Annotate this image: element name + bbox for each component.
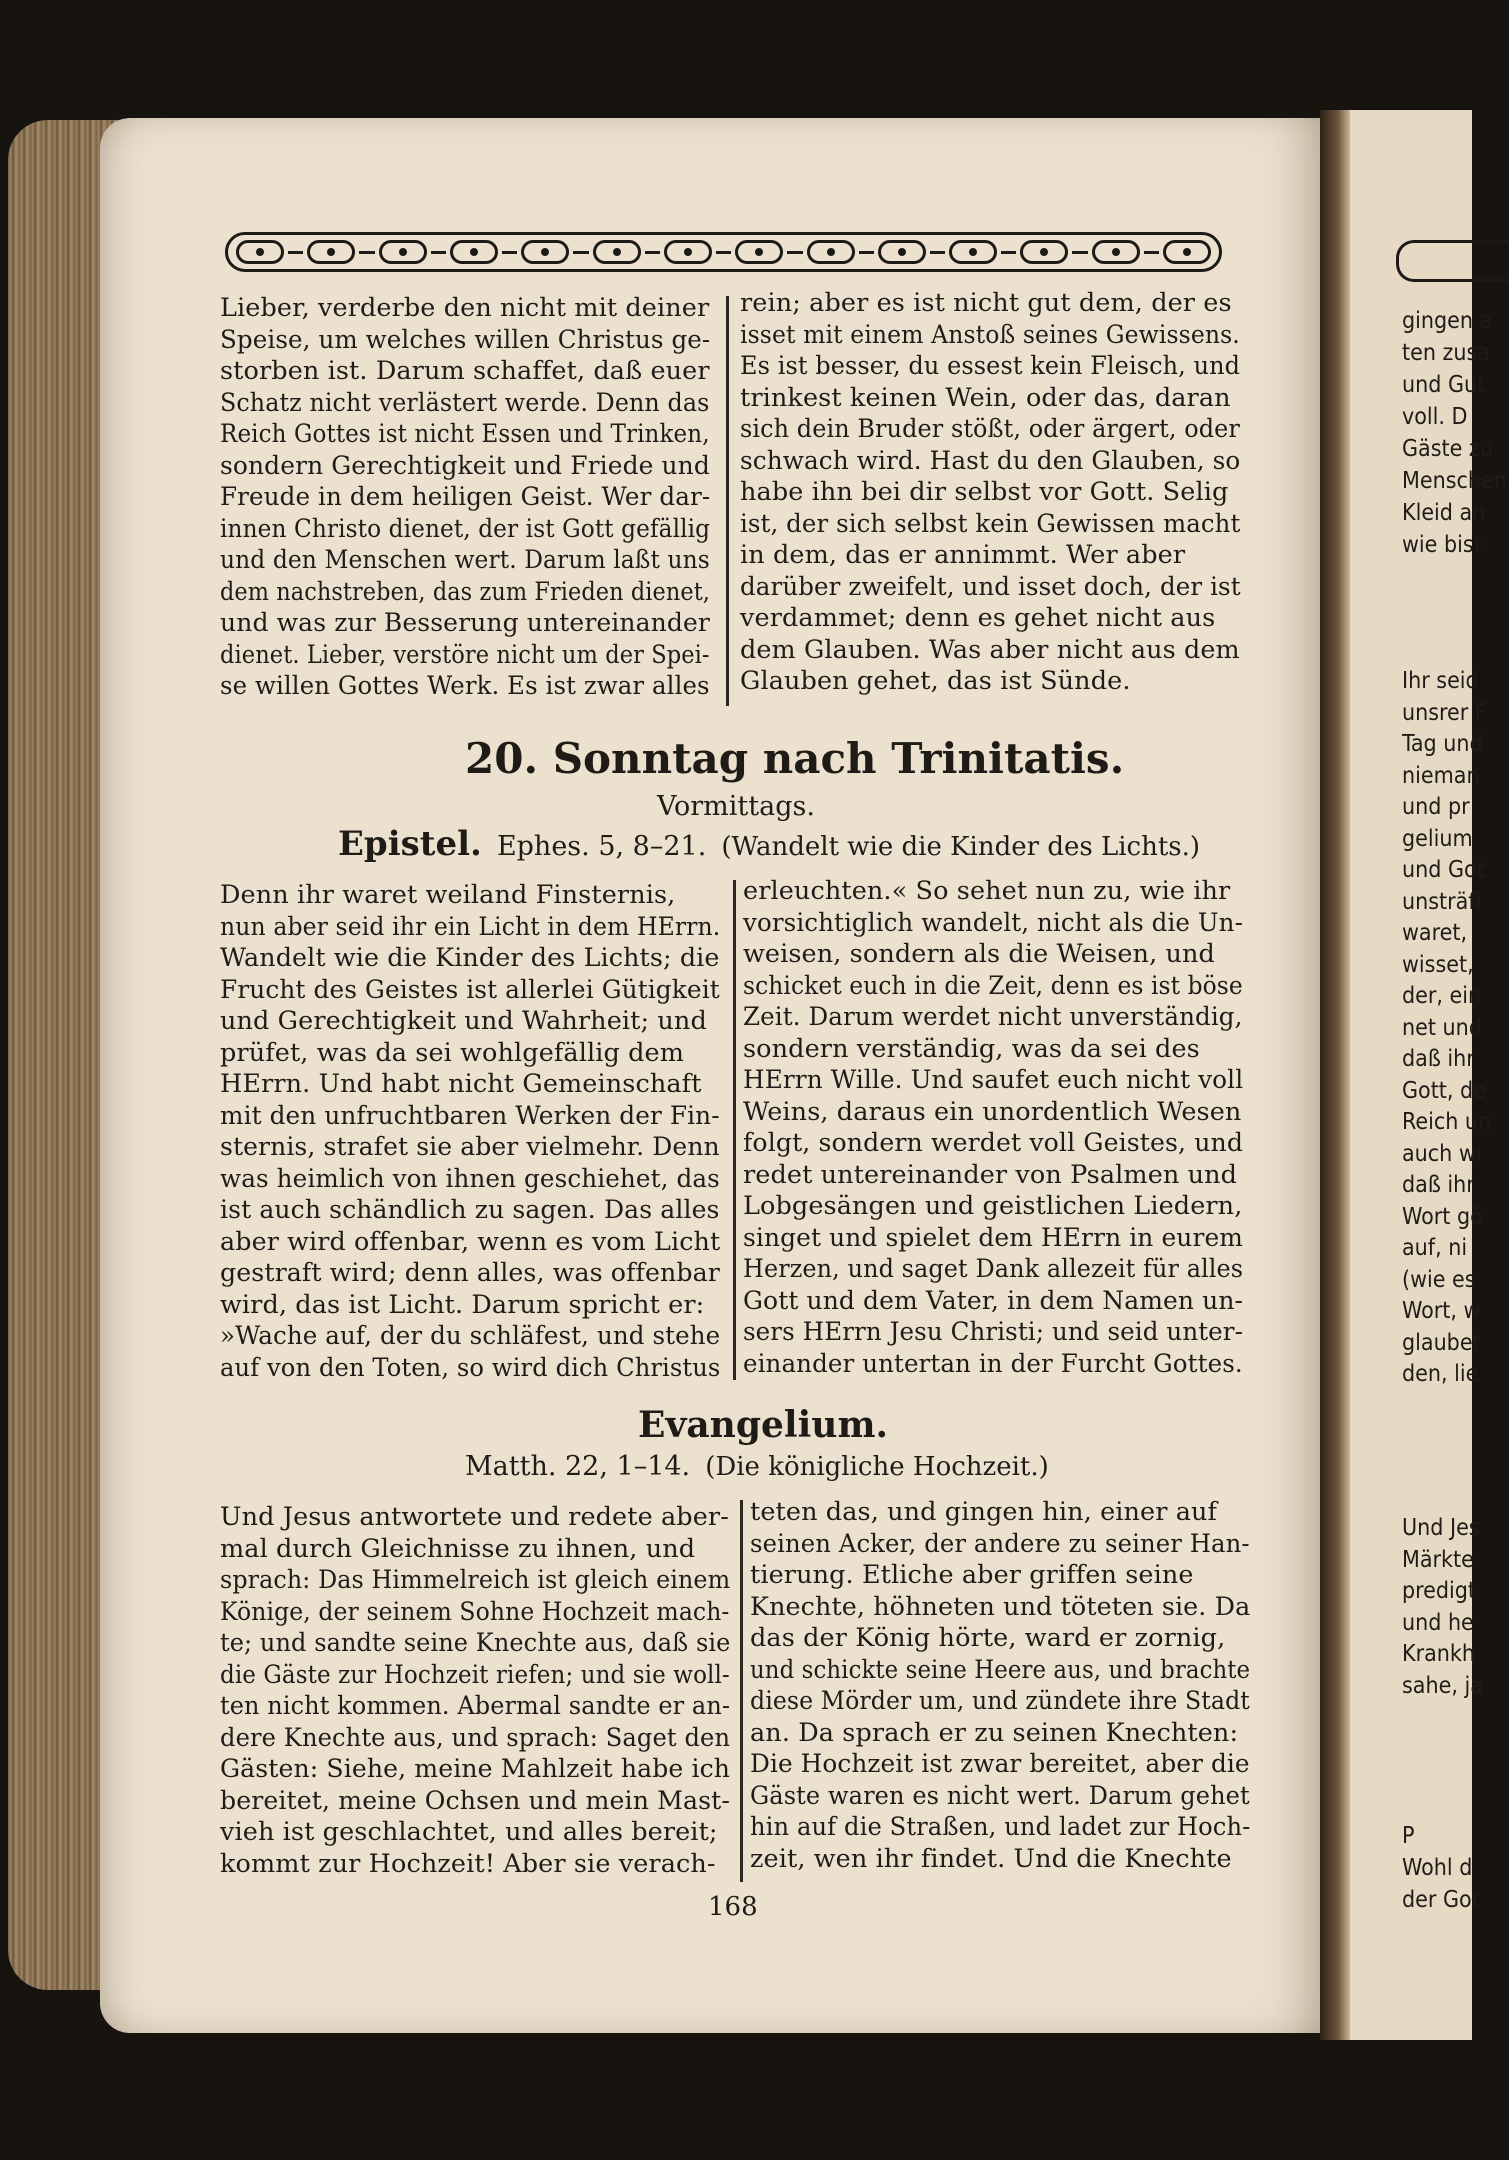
text-line: habe ihn bei dir selbst vor Gott. Selig (740, 477, 1229, 507)
top-right-column (740, 288, 1240, 698)
text-line: Lieber, verderbe den nicht mit deiner (220, 293, 710, 323)
facing-page-fragment: glaubet (1402, 1329, 1481, 1356)
text-line: Zeit. Darum werdet nicht unverständig, (743, 1002, 1243, 1032)
text-line: redet untereinander von Psalmen und (743, 1159, 1238, 1190)
text-line: folgt, sondern werdet voll Geistes, und (743, 1128, 1244, 1158)
facing-page-fragment: auch wi (1402, 1140, 1482, 1167)
text-line: darüber zweifelt, und isset doch, der ist (740, 571, 1241, 602)
text-line: Herzen, und saget Dank allezeit für alles (743, 1254, 1244, 1284)
text-line: gestraft wird; denn alles, was offenbar (220, 1258, 720, 1288)
facing-page-fragment: Märkte (1402, 1546, 1474, 1573)
facing-page-fragment: Wort, w (1402, 1298, 1481, 1324)
facing-ornament (1396, 240, 1509, 282)
text-line: diese Mörder um, und zündete ihre Stadt (750, 1686, 1250, 1716)
text-line: an. Da sprach er zu seinen Knechten: (750, 1717, 1239, 1748)
facing-page-fragment: net und (1402, 1014, 1482, 1041)
facing-page-fragment: daß ihr, (1402, 1172, 1482, 1198)
facing-page-fragment: unsrer F (1402, 699, 1487, 726)
epistle-column-rule (733, 880, 736, 1380)
sunday-subtitle: Vormittags. (657, 791, 815, 822)
text-line: innen Christo dienet, der ist Gott gefällig (220, 513, 711, 544)
facing-page-fragment: Gäste zu (1402, 436, 1493, 462)
text-line: Frucht des Geistes ist allerlei Gütigkeit (220, 974, 720, 1005)
text-line: weisen, sondern als die Weisen, und (743, 939, 1215, 969)
gospel-right-column (750, 1497, 1250, 1875)
facing-page-fragment: Tag und (1402, 731, 1483, 757)
facing-page-fragment: den, lie (1402, 1361, 1479, 1387)
text-line: Weins, daraus ein unordentlich Wesen (743, 1096, 1242, 1127)
text-line: die Gäste zur Hochzeit riefen; und sie woll- (220, 1659, 730, 1690)
text-line: singet und spielet dem HErrn in eurem (743, 1222, 1244, 1253)
text-line: isset mit einem Anstoß seines Gewissens. (740, 319, 1240, 350)
top-left-column (220, 293, 710, 703)
facing-page-fragment: auf, ni (1402, 1235, 1468, 1261)
facing-page-fragment: daß ihr (1402, 1046, 1475, 1072)
facing-page-fragment: Krankh (1402, 1641, 1475, 1667)
gospel-title: Evangelium. (638, 1404, 889, 1446)
epistle-heading (338, 824, 1200, 864)
epistle-right-column (743, 876, 1243, 1380)
text-line: Glauben gehet, das ist Sünde. (740, 666, 1131, 696)
gospel-left-column (220, 1502, 730, 1880)
facing-page-fragment: und Got (1402, 857, 1485, 883)
facing-page-fragment: waret, (1402, 920, 1468, 946)
facing-page-fragment: und Gut (1402, 372, 1486, 398)
text-line: was heimlich von ihnen geschiehet, das (220, 1163, 720, 1194)
text-line: und den Menschen wert. Darum laßt uns (220, 545, 710, 575)
facing-page-fragment: Kleid an (1402, 500, 1486, 526)
facing-page-fragment: Gott, de (1402, 1077, 1486, 1104)
facing-page-fragment: und he (1402, 1609, 1474, 1636)
text-line: mit den unfruchtbaren Werken der Fin- (220, 1100, 720, 1131)
text-line: prüfet, was da sei wohlgefällig dem (220, 1037, 685, 1068)
text-line: sondern verständig, was da sei des (743, 1033, 1200, 1064)
text-line: storben ist. Darum schaffet, daß euer (220, 356, 710, 386)
facing-page-fragment: wie bist (1402, 532, 1482, 558)
epistle-reference: Ephes. 5, 8–21. (496, 831, 707, 862)
facing-page-fragment: Wort gö (1402, 1203, 1483, 1230)
text-line: sondern Gerechtigkeit und Friede und (220, 450, 710, 481)
text-line: Könige, der seinem Sohne Hochzeit mach- (220, 1596, 730, 1627)
ornament-border (225, 232, 1222, 272)
facing-page-fragment: Wohl d (1402, 1855, 1473, 1881)
text-line: schwach wird. Hast du den Glauben, so (740, 445, 1241, 476)
text-line: und schickte seine Heere aus, und brachte (750, 1654, 1251, 1685)
text-line: Die Hochzeit ist zwar bereitet, aber die (750, 1749, 1250, 1779)
text-line: das der König hörte, ward er zornig, (750, 1623, 1226, 1653)
facing-page-fragment: und pr (1402, 794, 1470, 820)
book-gutter (1320, 110, 1350, 2040)
facing-page-fragment: P (1402, 1823, 1415, 1849)
text-line: erleuchten.« So sehet nun zu, wie ihr (743, 876, 1231, 906)
text-line: vorsichtiglich wandelt, nicht als die Un- (743, 907, 1243, 938)
facing-page-fragment: unsträfl (1402, 888, 1482, 915)
text-line: Reich Gottes ist nicht Essen und Trinken, (220, 419, 710, 449)
text-line: HErrn Wille. Und saufet euch nicht voll (743, 1065, 1244, 1095)
text-line: bereitet, meine Ochsen und mein Mast- (220, 1785, 731, 1816)
facing-page-fragment: predigt (1402, 1578, 1477, 1604)
text-line: vieh ist geschlachtet, und alles bereit; (220, 1817, 718, 1847)
text-line: tierung. Etliche aber griffen seine (750, 1560, 1194, 1590)
text-line: auf von den Toten, so wird dich Christus (220, 1352, 721, 1383)
epistle-left-column (220, 880, 720, 1384)
text-line: ist auch schändlich zu sagen. Das alles (220, 1195, 720, 1225)
text-line: sternis, strafet sie aber vielmehr. Denn (220, 1132, 720, 1162)
facing-page-fragment: (wie es (1402, 1266, 1476, 1293)
gospel-column-rule (740, 1500, 743, 1882)
page-number: 168 (708, 1892, 758, 1922)
text-line: Lobgesängen und geistlichen Liedern, (743, 1191, 1243, 1221)
text-line: teten das, und gingen hin, einer auf (750, 1497, 1218, 1527)
facing-page-fragment: der, ein (1402, 983, 1482, 1009)
text-line: sich dein Bruder stößt, oder ärgert, oder (740, 414, 1240, 444)
facing-page-fragment: der Got (1402, 1887, 1480, 1913)
text-line: aber wird offenbar, wenn es vom Licht (220, 1226, 721, 1257)
text-line: und was zur Besserung untereinander (220, 608, 711, 638)
text-line: nun aber seid ihr ein Licht in dem HErrn. (220, 911, 721, 942)
sunday-title: 20. Sonntag nach Trinitatis. (465, 734, 1125, 783)
facing-page-fragment: voll. D (1402, 404, 1468, 430)
text-line: rein; aber es ist nicht gut dem, der es (740, 288, 1232, 318)
text-line: Es ist besser, du essest kein Fleisch, und (740, 351, 1241, 381)
facing-page-fragment: gingen a (1402, 308, 1493, 334)
text-line: Gott und dem Vater, in dem Namen un- (743, 1285, 1244, 1316)
text-line: Knechte, höhneten und töteten sie. Da (750, 1591, 1251, 1622)
facing-page-fragment: ten zusa (1402, 340, 1490, 366)
facing-page-fragment: wisset, (1402, 951, 1474, 978)
gospel-heading (465, 1451, 1049, 1482)
text-line: se willen Gottes Werk. Es ist zwar alles (220, 671, 710, 701)
facing-page-fragment: sahe, ja (1402, 1672, 1483, 1699)
text-line: verdammet; denn es gehet nicht aus (740, 603, 1216, 633)
text-line: schicket euch in die Zeit, denn es ist böse (743, 970, 1243, 1001)
text-line: Gäste waren es nicht wert. Darum gehet (750, 1780, 1250, 1811)
facing-page-fragment: gelium (1402, 825, 1473, 852)
epistle-topic: (Wandelt wie die Kinder des Lichts.) (721, 832, 1201, 862)
text-line: trinkest keinen Wein, oder das, daran (740, 382, 1231, 413)
text-line: einander untertan in der Furcht Gottes. (743, 1348, 1243, 1379)
facing-page-fragment: Menschen (1402, 468, 1507, 494)
text-line: zeit, wen ihr findet. Und die Knechte (750, 1843, 1232, 1874)
text-line: dem Glauben. Was aber nicht aus dem (740, 634, 1240, 665)
text-line: dere Knechte aus, und sprach: Saget den (220, 1722, 731, 1753)
text-line: Freude in dem heiligen Geist. Wer dar- (220, 482, 711, 512)
text-line: Speise, um welches willen Christus ge- (220, 324, 711, 355)
facing-page-fragment: nieman (1402, 762, 1480, 789)
facing-page-fragment: Und Jes (1402, 1515, 1480, 1541)
text-line: HErrn. Und habt nicht Gemeinschaft (220, 1069, 702, 1099)
text-line: Schatz nicht verlästert werde. Denn das (220, 387, 710, 418)
text-line: wird, das ist Licht. Darum spricht er: (220, 1289, 705, 1320)
gospel-reference: Matth. 22, 1–14. (465, 1451, 691, 1482)
text-line: Gästen: Siehe, meine Mahlzeit habe ich (220, 1754, 731, 1784)
facing-page-fragment: Ihr seid (1402, 668, 1479, 694)
epistle-label: Epistel. (338, 824, 482, 864)
text-line: kommt zur Hochzeit! Aber sie verach- (220, 1848, 716, 1879)
text-line: mal durch Gleichnisse zu ihnen, und (220, 1533, 696, 1564)
text-line: Denn ihr waret weiland Finsternis, (220, 880, 676, 910)
text-line: Und Jesus antwortete und redete aber- (220, 1502, 729, 1532)
text-line: te; und sandte seine Knechte aus, daß sie (220, 1628, 731, 1658)
gospel-topic: (Die königliche Hochzeit.) (705, 1452, 1049, 1482)
text-line: ist, der sich selbst kein Gewissen macht (740, 508, 1241, 539)
text-line: sprach: Das Himmelreich ist gleich einem (220, 1565, 731, 1595)
top-column-rule (726, 296, 729, 706)
text-line: sers HErrn Jesu Christi; und seid unter- (743, 1317, 1243, 1347)
text-line: seinen Acker, der andere zu seiner Han- (750, 1528, 1250, 1559)
facing-page-fragment: Reich un (1402, 1109, 1492, 1135)
text-line: »Wache auf, der du schläfest, und stehe (220, 1321, 721, 1351)
text-line: Wandelt wie die Kinder des Lichts; die (220, 943, 720, 973)
text-line: und Gerechtigkeit und Wahrheit; und (220, 1006, 707, 1036)
text-line: dienet. Lieber, verstöre nicht um der Spei- (220, 639, 710, 670)
text-line: in dem, das er annimmt. Wer aber (740, 540, 1186, 570)
facing-page (1350, 110, 1507, 2040)
text-line: ten nicht kommen. Abermal sandte er an- (220, 1691, 731, 1721)
text-line: hin auf die Straßen, und ladet zur Hoch- (750, 1812, 1251, 1842)
text-line: dem nachstreben, das zum Frieden dienet, (220, 576, 710, 607)
